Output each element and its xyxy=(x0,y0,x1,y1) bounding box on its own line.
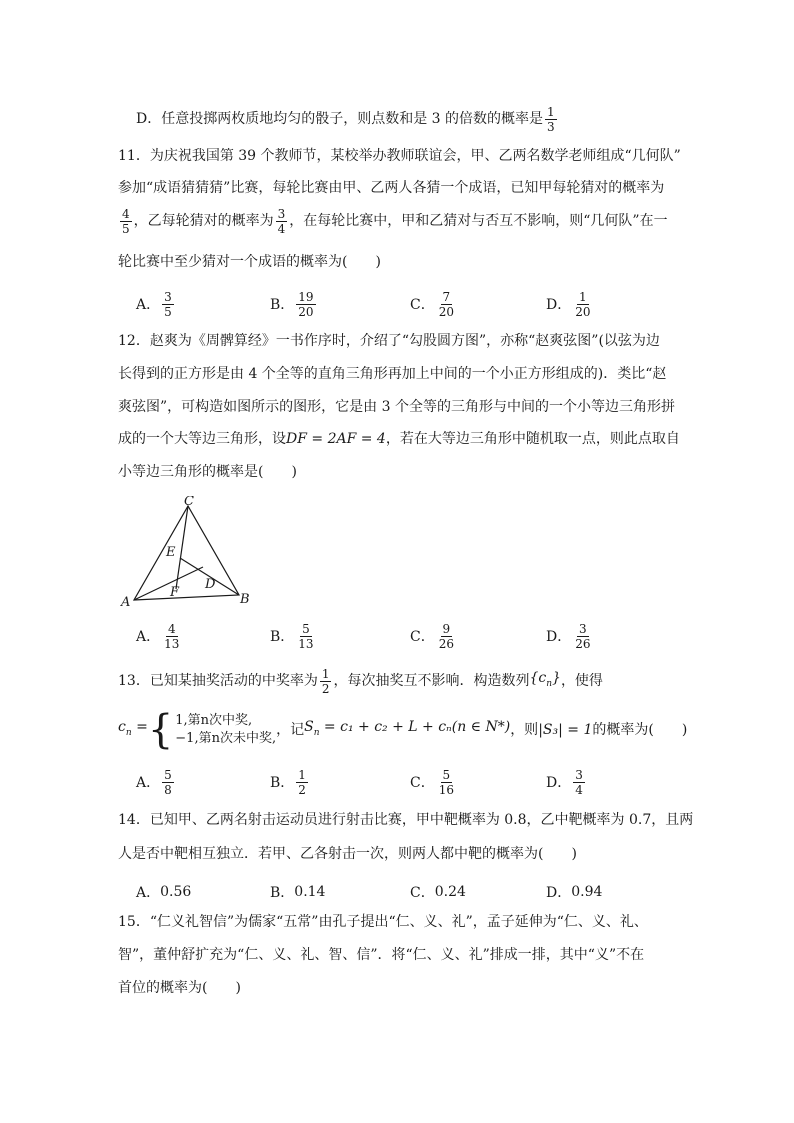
q14-option-a[interactable]: A． 0.56 xyxy=(136,884,192,901)
q11-line2: 参加“成语猜猜猜”比赛，每轮比赛由甲、乙两人各猜一个成语，已知甲每轮猜对的概率为 xyxy=(118,180,665,196)
label-b: B xyxy=(240,592,250,607)
q11-line4: 轮比赛中至少猜对一个成语的概率为( ) xyxy=(118,254,381,270)
label-d: D xyxy=(205,577,216,592)
label-c: C xyxy=(184,496,194,509)
q11-option-c[interactable]: C． $\frac{7}{20}$ xyxy=(410,289,454,319)
q11-q-fraction: $\frac{3}{4}$ xyxy=(277,206,286,236)
q10-option-d-text: D．任意投掷两枚质地均匀的骰子，则点数和是 3 的倍数的概率是 xyxy=(136,111,544,127)
q12-options xyxy=(0,618,794,654)
q15-line3: 首位的概率为( ) xyxy=(118,980,241,996)
q13-line2: $c_n$ = { 1,第n次中奖, −1,第n次未中奖, ，记 $S_n = c_1 + c_2 + L + c_n(n$ ∈ N*) ，则 |S₃| = 1 的概率为( ) xyxy=(118,707,688,753)
q13-option-c[interactable]: C． $\frac{5}{16}$ xyxy=(410,767,454,797)
q14-option-d[interactable]: D． 0.94 xyxy=(546,884,603,901)
q12-line2: 长得到的正方形是由 4 个全等的直角三角形再加上中间的一个小正方形组成的)．类比“赵 xyxy=(118,366,667,382)
q12-line3: 爽弦图”，可构造如图所示的图形，它是由 3 个全等的三角形与中间的一个小等边三角形拼 xyxy=(118,399,675,415)
q13-line1: 13．已知某抽奖活动的中奖率为 $\frac{1}{2}$ ，每次抽奖互不影响．构造数列 $\{c_n\}$ ，使得 xyxy=(118,666,603,696)
q14-option-b[interactable]: B． 0.14 xyxy=(270,884,326,901)
q11-p-fraction: $\frac{4}{5}$ xyxy=(122,206,130,236)
q13-option-b[interactable]: B． $\frac{1}{2}$ xyxy=(270,767,306,797)
q14-option-c[interactable]: C． 0.24 xyxy=(410,884,466,901)
q12-option-a[interactable]: A． $\frac{4}{13}$ xyxy=(136,621,180,651)
q14-line1: 14．已知甲、乙两名射击运动员进行射击比赛，甲中靶概率为 0.8，乙中靶概率为 0.7，且两 xyxy=(118,812,694,828)
q10-option-d-fraction: $\frac{1}{3}$ xyxy=(547,104,555,134)
q12-option-d[interactable]: D． $\frac{3}{26}$ xyxy=(546,621,591,651)
q11-line3: $\frac{4}{5}$ ，乙每轮猜对的概率为 $\frac{3}{4}$ ，在每轮比赛中，甲和乙猜对与否互不影响，则“几何队”在一 xyxy=(122,206,668,236)
q11-options xyxy=(0,286,794,322)
q14-line2: 人是否中靶相互独立．若甲、乙各射击一次，则两人都中靶的概率为( ) xyxy=(118,846,577,862)
q12-line5: 小等边三角形的概率是( ) xyxy=(118,464,297,480)
q13-rate-fraction: $\frac{1}{2}$ xyxy=(321,666,330,696)
q10-option-d xyxy=(136,104,559,134)
label-a: A xyxy=(121,595,131,610)
q12-line4: 成的一个大等边三角形，设DF = 2AF = 4，若在大等边三角形中随机取一点，则此点取自 xyxy=(118,431,680,447)
q11-option-d[interactable]: D． $\frac{1}{20}$ xyxy=(546,289,591,319)
q12-option-c[interactable]: C． $\frac{9}{26}$ xyxy=(410,621,454,651)
q13-piecewise: { 1,第n次中奖, −1,第n次未中奖, xyxy=(147,707,277,753)
q13-option-d[interactable]: D． $\frac{3}{4}$ xyxy=(546,767,583,797)
q14-options xyxy=(0,874,794,910)
q11-line1: 11．为庆祝我国第 39 个教师节，某校举办教师联谊会，甲、乙两名数学老师组成“几何队” xyxy=(118,148,681,164)
segment-ae xyxy=(134,567,203,600)
q11-option-a[interactable]: A． $\frac{3}{5}$ xyxy=(136,289,172,319)
q15-line2: 智”，董仲舒扩充为“仁、义、礼、智、信”．将“仁、义、礼”排成一排，其中“义”不在 xyxy=(118,947,645,963)
label-e: E xyxy=(166,545,176,560)
q12-triangle-figure xyxy=(112,496,262,610)
q11-option-b[interactable]: B． $\frac{19}{20}$ xyxy=(270,289,314,319)
q12-line1: 12．赵爽为《周髀算经》一书作序时，介绍了“勾股圆方图”，亦称“赵爽弦图”(以弦为边 xyxy=(118,333,660,349)
q13-option-a[interactable]: A． $\frac{5}{8}$ xyxy=(136,767,172,797)
q13-options xyxy=(0,764,794,800)
q12-option-b[interactable]: B． $\frac{5}{13}$ xyxy=(270,621,314,651)
q15-line1: 15．“仁义礼智信”为儒家“五常”由孔子提出“仁、义、礼”，孟子延伸为“仁、义、礼、 xyxy=(118,914,648,930)
label-f: F xyxy=(170,585,180,600)
